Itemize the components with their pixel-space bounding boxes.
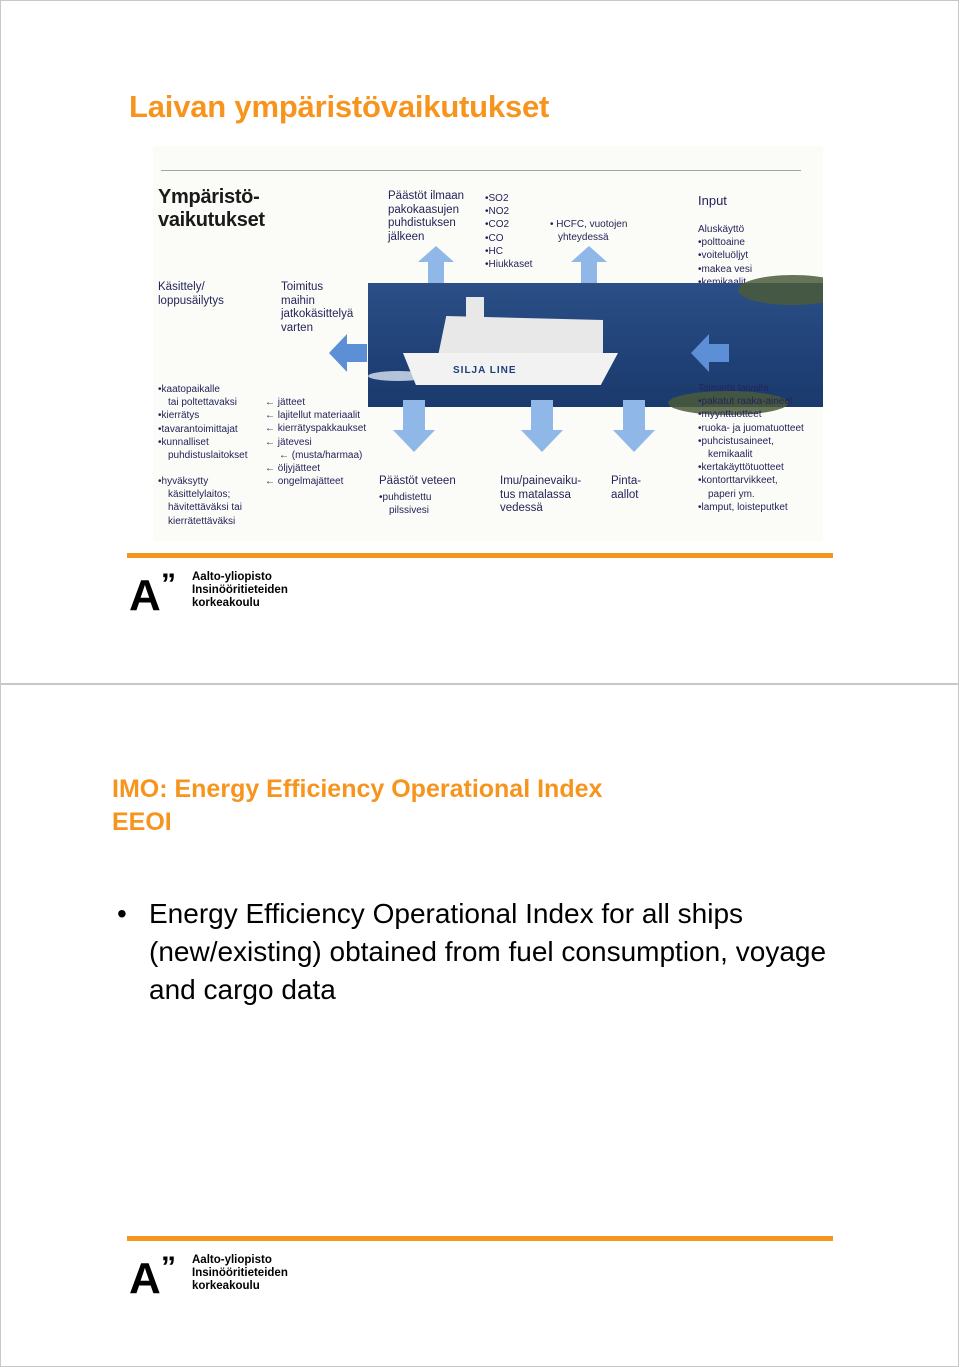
left-destination-list: • kaatopaikalle tai poltettavaksi • kierrätys • tavarantoimittajat • kunnalliset puhdistuslaitokset xyxy=(158,383,248,462)
left-arrow-icon xyxy=(329,334,367,372)
ship-name: SILJA LINE xyxy=(453,365,517,376)
down-arrow-icon xyxy=(393,400,435,452)
logo-mark: A xyxy=(129,571,161,620)
down-arrow-icon xyxy=(613,400,655,452)
bullet-text: Energy Efficiency Operational Index for all ships (new/existing) obtained from fuel consumption, voyage and cargo data xyxy=(149,898,827,1005)
left-arrow-icon xyxy=(691,334,729,372)
input-list: Aluskäyttö • polttoaine • voiteluöljyt • makea vesi • • • xyxy=(698,223,807,329)
slide-2 xyxy=(0,684,959,1367)
slide-title: Laivan ympäristövaikutukset xyxy=(129,89,550,124)
aalto-logo xyxy=(129,568,319,620)
down-arrow-icon xyxy=(521,400,563,452)
figure-rule xyxy=(161,170,801,171)
delivery-label: Toimitus maihin jatkokäsittelyä varten xyxy=(281,281,354,334)
figure-heading: Ympäristö- vaikutukset xyxy=(158,186,265,231)
pressure-effect-label: Imu/painevaiku- tus matalassa vedessä xyxy=(500,475,582,514)
left-destination-list-2: • hyväksytty käsittelylaitos; hävitettäväksi tai kierrätettäväksi xyxy=(158,475,242,528)
air-emissions-label: Päästöt ilmaan pakokaasujen puhdistuksen jälkeen xyxy=(388,190,465,243)
footer-rule xyxy=(127,1236,833,1241)
environment-impact-figure xyxy=(153,146,823,541)
up-arrow-icon xyxy=(571,246,607,286)
air-emissions-list: • SO2 • NO2 • CO2 • CO • HC • Hiukkaset xyxy=(485,192,532,271)
logo-quote: ” xyxy=(161,568,176,601)
logo-quote: ” xyxy=(161,1251,176,1284)
logo-text: Aalto-yliopisto Insinööritieteiden korkeakoulu xyxy=(192,1254,288,1292)
input-title: Input xyxy=(698,193,727,208)
slide-1 xyxy=(0,0,959,684)
slide-title: IMO: Energy Efficiency Operational Index EEOI xyxy=(112,775,603,836)
water-emissions-list: • puhdistettu pilssivesi xyxy=(379,491,431,517)
logo-mark: A xyxy=(129,1254,161,1303)
aalto-logo xyxy=(129,1251,319,1303)
surface-waves-label: Pinta- aallot xyxy=(611,475,642,501)
handling-label: Käsittely/ loppusäilytys xyxy=(158,281,224,307)
hcfc-label: • HCFC, vuotojen yhteydessä xyxy=(550,219,628,244)
water-emissions-label: Päästöt veteen xyxy=(379,475,456,487)
logo-text: Aalto-yliopisto Insinööritieteiden korkeakoulu xyxy=(192,571,288,609)
waste-list: ← jätteet ← lajitellut materiaalit ← kierrätyspakkaukset ← jätevesi ← (musta/harmaa) ← öljyjätteet ← ongelmajätteet xyxy=(265,396,366,488)
footer-rule xyxy=(127,553,833,558)
bullet-marker: • xyxy=(117,898,127,929)
onboard-operations-list: Toiminta laivalla • pakatut raaka-aineet • myynttuotteet • ruoka- ja juomatuotteet • puhcistusaineet, kemikaalit • kertakäyttötuotteet • kontorttarvikkeet, paperi ym. • lamput, loisteputket xyxy=(698,382,804,514)
up-arrow-icon xyxy=(418,246,454,286)
